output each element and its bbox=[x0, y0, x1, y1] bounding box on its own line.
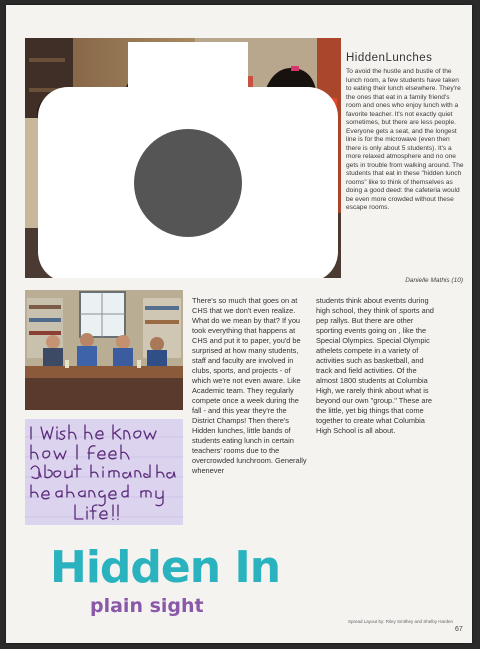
academic-team-photo-art bbox=[25, 290, 183, 410]
layout-credit: Spread Layout by: Riley Smithey and Shelby Harden bbox=[348, 619, 454, 624]
article-column-2: students think about events during high school, they think of sports and pep rallys. But there are other sporting events going on , like the Special Olympics. Special Olympic athelets compete in a variety of activities such as basketball, and track and field activities. Of the almost 1800 students at Columbia High, we rarely think about what is beyond our own "group." These are the little, yet big things that come together to create what Columbia High School is all about. bbox=[316, 296, 434, 435]
sidebar-body: To avoid the hustle and bustle of the lunch room, a few students have taken to eating their lunch elsewhere. They're the ones that eat in a family friend's room and ones who enjoy lunch with a favorite teacher. It's not exactly quiet sometimes, but there are less people. Everyone gets a seat, and the longest line is for the microwave (even then there is only about 5 students). It's a more relaxed atmosphere and no one gets in trouble from walking around. The students that eat in these "hidden lunch rooms" like to think of themselves as doing a good deed: the cafeteria would be even more crowded without these escape rooms. bbox=[346, 68, 464, 211]
sidebar-credit: Danielle Mathis (10) bbox=[405, 277, 463, 284]
academic-team-photo bbox=[25, 290, 183, 410]
article-column-1: There's so much that goes on at CHS that we don't even realize. What do we mean by that? If you took everything that happens at CHS and put it to paper, you'd be surprised at how many students, staff and faculty are involved in clubs, sports, and projects - of which we're not even aware. Like Academic team. They regularly compete once a week during the fall - and this year they're the District Champs! Then there's Hidden lunches, little bands of students eating lunch in certain teachers' rooms due to the overcrowded lunchroom. Generally whenever bbox=[192, 296, 307, 475]
sidebar-title: HiddenLunches bbox=[346, 52, 433, 64]
yearbook-page bbox=[6, 5, 472, 643]
camera-icon bbox=[30, 42, 341, 278]
handwritten-note-art bbox=[25, 419, 183, 525]
page-headline: Hidden In bbox=[50, 542, 281, 593]
hidden-lunch-photo bbox=[25, 38, 341, 278]
page-subheadline: plain sight bbox=[90, 595, 204, 617]
page-number: 67 bbox=[455, 626, 463, 633]
handwritten-note bbox=[25, 419, 183, 525]
